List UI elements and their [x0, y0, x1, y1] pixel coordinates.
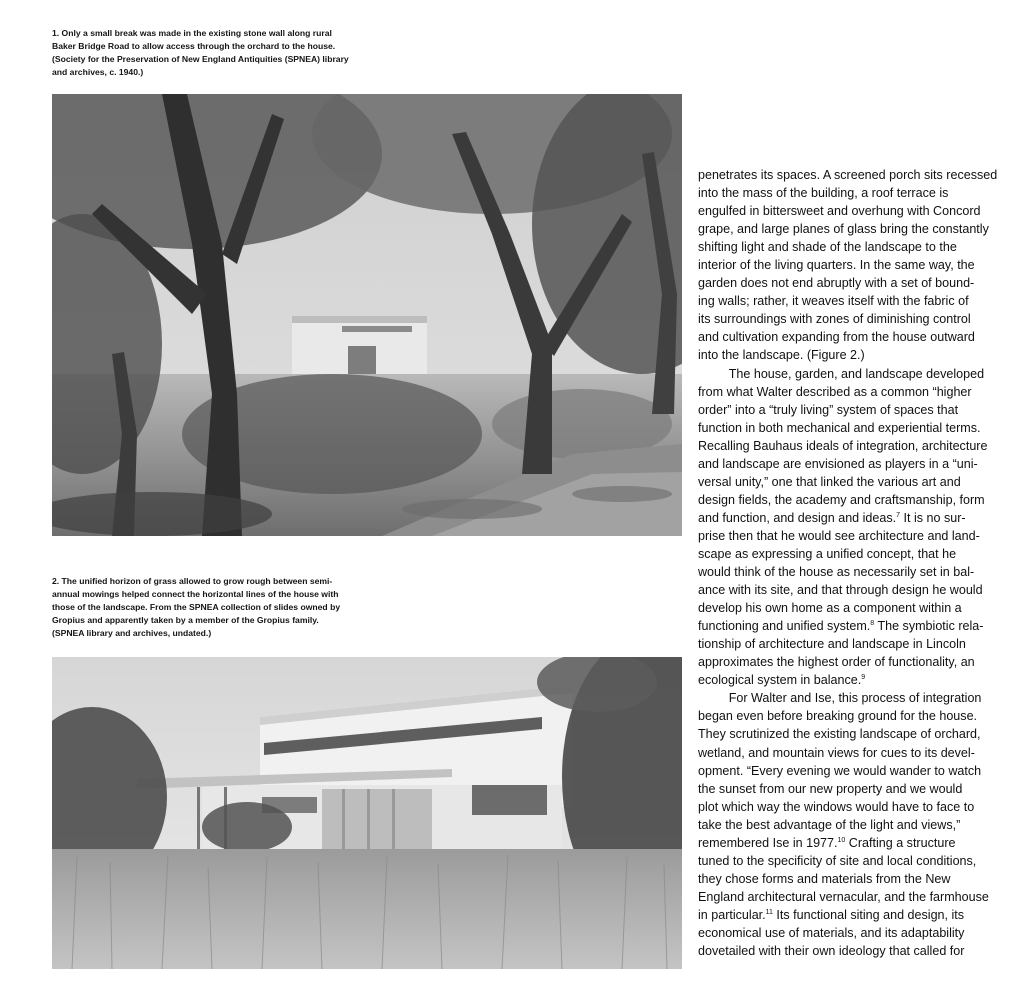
caption-line: and archives, c. 1940.) — [52, 67, 144, 77]
text-fragment: remembered Ise in 1977. — [698, 835, 838, 850]
text-line — [698, 509, 1010, 527]
text-line: England architectural vernacular, and the farmhouse — [698, 889, 989, 904]
text-fragment: It is no sur- — [900, 510, 966, 525]
text-line: penetrates its spaces. A screened porch sits recessed — [698, 168, 998, 182]
text-line — [698, 617, 1010, 635]
footnote-ref: 9 — [861, 674, 866, 682]
text-line: and landscape are envisioned as players in a “uni- — [698, 456, 978, 471]
text-line: opment. “Every evening we would wander to watch — [698, 763, 982, 778]
caption-line: 1. Only a small break was made in the existing stone wall along rural — [52, 28, 332, 38]
text-line: versal unity,” one that linked the various art and — [698, 474, 961, 489]
text-line: For Walter and Ise, this process of integration — [728, 691, 982, 706]
text-line: scape as expressing a unified concept, that he — [698, 546, 957, 561]
text-line: interior of the living quarters. In the same way, the — [698, 258, 975, 273]
text-line: dovetailed with their own ideology that called for — [698, 944, 965, 959]
text-line: ing walls; rather, it weaves itself with the fabric of — [698, 294, 969, 309]
paragraph — [698, 166, 1010, 365]
caption-line: (SPNEA library and archives, undated.) — [52, 628, 212, 638]
text-line: approximates the highest order of functionality, an — [698, 655, 975, 670]
figure-2-photo-house — [52, 657, 682, 969]
text-line: plot which way the windows would have to face to — [698, 799, 975, 814]
text-line: its surroundings with zones of diminishing control — [698, 312, 971, 327]
text-line: tuned to the specificity of site and local conditions, — [698, 853, 977, 868]
figure-1-caption — [52, 27, 370, 79]
text-line: prise then that he would see architecture and land- — [698, 528, 980, 543]
text-fragment: in particular. — [698, 907, 766, 922]
text-fragment: functioning and unified system. — [698, 619, 871, 634]
text-fragment: Its functional siting and design, its — [772, 907, 965, 922]
text-line: into the mass of the building, a roof terrace is — [698, 186, 949, 201]
figure-1-photo-orchard — [52, 94, 682, 536]
text-line: would think of the house as necessarily set in bal- — [698, 565, 975, 580]
text-line: take the best advantage of the light and views,” — [698, 817, 961, 832]
text-fragment: The symbiotic rela- — [874, 619, 984, 634]
text-line: they chose forms and materials from the New — [698, 871, 951, 886]
caption-line: (Society for the Preservation of New England Antiquities (SPNEA) library — [52, 54, 349, 64]
text-line: into the landscape. (Figure 2.) — [698, 348, 865, 363]
text-line: develop his own home as a component within a — [698, 601, 962, 616]
text-line — [698, 906, 1010, 924]
text-line: economical use of materials, and its adaptability — [698, 925, 965, 940]
text-line: design fields, the academy and craftsmanship, form — [698, 492, 985, 507]
text-line: ance with its site, and that through design he would — [698, 583, 983, 598]
figure-2-caption — [52, 575, 357, 640]
text-line — [698, 671, 1010, 689]
text-fragment: and function, and design and ideas. — [698, 510, 897, 525]
text-line: tionship of architecture and landscape in Lincoln — [698, 637, 966, 652]
text-line: wetland, and mountain views for cues to its devel- — [698, 745, 975, 760]
text-line: Recalling Bauhaus ideals of integration, architecture — [698, 438, 988, 453]
text-line: began even before breaking ground for the house. — [698, 709, 978, 724]
footnote-ref: 7 — [896, 511, 901, 519]
caption-line: those of the landscape. From the SPNEA collection of slides owned by — [52, 602, 341, 612]
caption-line: annual mowings helped connect the horizontal lines of the house with — [52, 589, 339, 599]
text-line: engulfed in bittersweet and overhung with Concord — [698, 204, 981, 219]
footnote-ref: 8 — [870, 620, 875, 628]
footnote-ref: 10 — [837, 836, 846, 844]
paragraph — [698, 365, 1010, 690]
text-fragment: ecological system in balance. — [698, 673, 862, 688]
text-line: garden does not end abruptly with a set of bound- — [698, 276, 975, 291]
text-line: and cultivation expanding from the house outward — [698, 330, 975, 345]
text-fragment: Crafting a structure — [845, 835, 956, 850]
text-line — [698, 834, 1010, 852]
text-line: grape, and large planes of glass bring the constantly — [698, 222, 989, 237]
text-line: The house, garden, and landscape developed — [728, 366, 985, 381]
body-text-column — [698, 166, 1010, 960]
text-line: function in both mechanical and experiential terms. — [698, 420, 981, 435]
footnote-ref: 11 — [765, 908, 773, 916]
text-line: the sunset from our new property and we would — [698, 781, 963, 796]
caption-line: Gropius and apparently taken by a member of the Gropius family. — [52, 615, 319, 625]
paragraph — [698, 689, 1010, 960]
text-line: They scrutinized the existing landscape of orchard, — [698, 727, 981, 742]
caption-line: 2. The unified horizon of grass allowed to grow rough between semi- — [52, 576, 333, 586]
text-line: from what Walter described as a common “higher — [698, 384, 972, 399]
text-line: order” into a “truly living” system of spaces that — [698, 402, 959, 417]
text-line: shifting light and shade of the landscape to the — [698, 240, 957, 255]
caption-line: Baker Bridge Road to allow access through the orchard to the house. — [52, 41, 336, 51]
